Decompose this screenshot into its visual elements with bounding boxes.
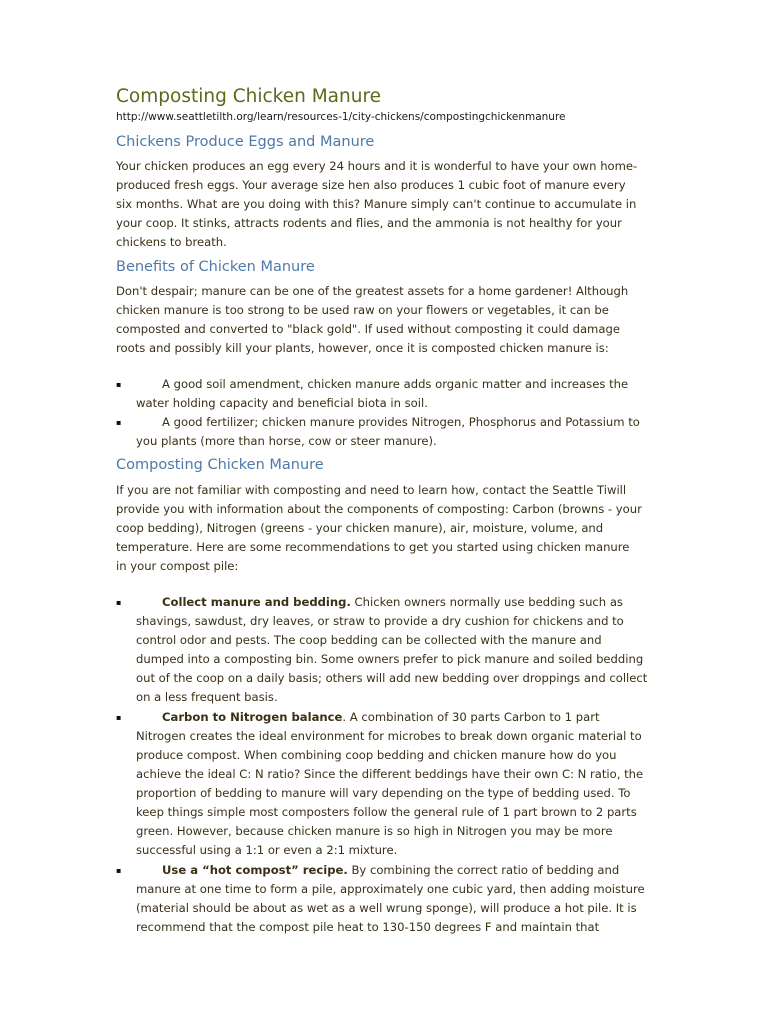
heading-benefits: Benefits of Chicken Manure [116, 259, 315, 275]
text-line: six months. What are you doing with this? Manure simply can't continue to accumulate in [116, 197, 637, 211]
text-line: in your compost pile: [116, 559, 239, 573]
text-line: control odor and pests. The coop bedding can be collected with the manure and [136, 633, 602, 647]
text-line: temperature. Here are some recommendations to get you started using chicken manure [116, 540, 630, 554]
text-line: recommend that the compost pile heat to 130-150 degrees F and maintain that [136, 920, 600, 934]
text-line: chickens to breath. [116, 235, 227, 249]
text-line [136, 593, 676, 612]
bullet-icon: ▪ [116, 380, 122, 389]
text-line: chicken manure is too strong to be used raw on your flowers or vegetables, it can be [116, 303, 609, 317]
text-line: out of the coop on a daily basis; others will add new bedding over droppings and collect [136, 671, 648, 685]
text-line: (material should be about as wet as a well wrung sponge), will produce a hot pile. It is [136, 901, 637, 915]
text-line: composted and converted to "black gold". If used without composting it could damage [116, 322, 620, 336]
text-line [136, 708, 676, 727]
text-line: A good soil amendment, chicken manure adds organic matter and increases the [162, 377, 629, 391]
text-line: A good fertilizer; chicken manure provides Nitrogen, Phosphorus and Potassium to [162, 415, 640, 429]
text-line: produced fresh eggs. Your average size hen also produces 1 cubic foot of manure every [116, 178, 626, 192]
bullet-icon: ▪ [116, 866, 122, 875]
text-line: If you are not familiar with composting and need to learn how, contact the Seattle Tiwill [116, 483, 627, 497]
paragraph-benefits [116, 282, 656, 358]
bullet-lead: Carbon to Nitrogen balance [162, 710, 343, 724]
text-line: your coop. It stinks, attracts rodents and flies, and the ammonia is not healthy for your [116, 216, 622, 230]
document-title: Composting Chicken Manure [116, 86, 382, 107]
text-line: on a less frequent basis. [136, 690, 278, 704]
text-line: you plants (more than horse, cow or steer manure). [136, 434, 437, 448]
bullet-lead-rest: Chicken owners normally use bedding such as [350, 595, 623, 609]
bullet-lead: Use a “hot compost” recipe. [162, 863, 348, 877]
paragraph-composting [116, 481, 656, 576]
text-line: produce compost. When combining coop bedding and chicken manure how do you [136, 748, 617, 762]
bullet-lead: Collect manure and bedding. [162, 595, 351, 609]
text-line: keep things simple most composters follow the general rule of 1 part brown to 2 parts [136, 805, 637, 819]
bullet-icon: ▪ [116, 598, 122, 607]
text-line: roots and possibly kill your plants, however, once it is composted chicken manure is: [116, 341, 609, 355]
text-line: dumped into a composting bin. Some owners prefer to pick manure and soiled bedding [136, 652, 644, 666]
text-line [136, 861, 676, 880]
text-line: manure at one time to form a pile, approximately one cubic yard, then adding moisture [136, 882, 645, 896]
text-line: successful using a 1:1 or even a 2:1 mixture. [136, 843, 398, 857]
source-url[interactable]: http://www.seattletilth.org/learn/resources-1/city-chickens/compostingchickenmanure [116, 111, 566, 123]
bullet-icon: ▪ [116, 418, 122, 427]
text-line: achieve the ideal C: N ratio? Since the different beddings have their own C: N ratio, the [136, 767, 644, 781]
text-line: Your chicken produces an egg every 24 hours and it is wonderful to have your own home- [116, 159, 638, 173]
bullet-lead-rest: . A combination of 30 parts Carbon to 1 part [342, 710, 600, 724]
text-line: provide you with information about the components of composting: Carbon (browns - your [116, 502, 642, 516]
text-line: proportion of bedding to manure will vary depending on the type of bedding used. To [136, 786, 631, 800]
text-line: water holding capacity and beneficial biota in soil. [136, 396, 428, 410]
heading-composting: Composting Chicken Manure [116, 457, 324, 473]
paragraph-eggs-and-manure [116, 157, 656, 252]
heading-eggs-and-manure: Chickens Produce Eggs and Manure [116, 134, 375, 150]
text-line: Don't despair; manure can be one of the greatest assets for a home gardener! Although [116, 284, 629, 298]
bullet-icon: ▪ [116, 713, 122, 722]
bullet-lead-rest: By combining the correct ratio of bedding and [347, 863, 620, 877]
text-line: shavings, sawdust, dry leaves, or straw to provide a dry cushion for chickens and to [136, 614, 624, 628]
text-line: Nitrogen creates the ideal environment for microbes to break down organic material to [136, 729, 642, 743]
text-line: green. However, because chicken manure is so high in Nitrogen you may be more [136, 824, 613, 838]
text-line: coop bedding), Nitrogen (greens - your chicken manure), air, moisture, volume, and [116, 521, 604, 535]
